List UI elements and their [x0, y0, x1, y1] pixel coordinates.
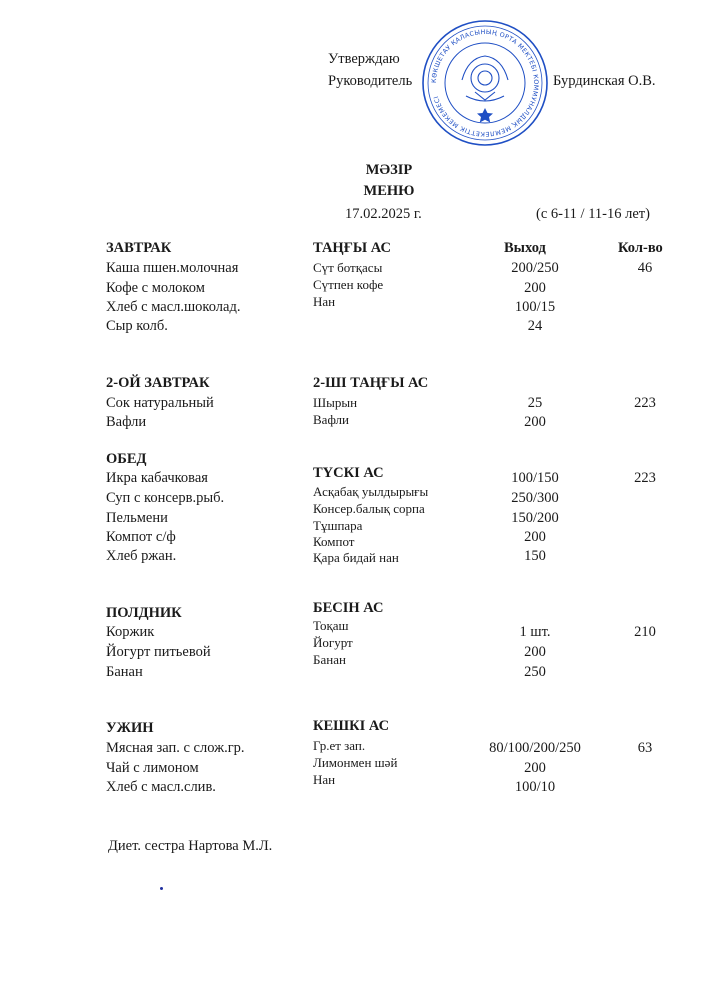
- dish-output: 250/300: [511, 490, 559, 506]
- dish-ru: Банан: [106, 664, 143, 680]
- ink-dot: [160, 887, 163, 890]
- dish-kz: Вафли: [313, 412, 349, 427]
- dish-output: 200: [524, 760, 546, 776]
- menu-date: 17.02.2025 г.: [345, 206, 422, 222]
- dish-kz: Йогурт: [313, 635, 353, 650]
- dish-output: 100/15: [514, 299, 556, 315]
- dish-kz: Лимонмен шәй: [313, 755, 398, 770]
- dish-kz: Тоқаш: [313, 618, 349, 633]
- dish-ru: Йогурт питьевой: [106, 644, 211, 660]
- dish-ru: Коржик: [106, 624, 155, 640]
- column-header-output: Выход: [504, 240, 546, 256]
- dish-ru: Икра кабачковая: [106, 470, 208, 486]
- meal-title-kz: ТАҢҒЫ АС: [313, 240, 392, 256]
- meal-title-ru: ЗАВТРАК: [106, 240, 172, 256]
- meal-title-ru: ОБЕД: [106, 451, 147, 467]
- dish-ru: Хлеб ржан.: [106, 548, 177, 564]
- meal-qty: 223: [634, 470, 656, 486]
- dish-output: 100/10: [514, 779, 556, 795]
- approval-line-approve: Утверждаю: [328, 51, 400, 67]
- dish-output: 25: [527, 395, 543, 411]
- meal-title-ru: ПОЛДНИК: [106, 605, 182, 621]
- meal-qty: 223: [634, 395, 656, 411]
- dish-output: 80/100/200/250: [489, 740, 581, 756]
- dish-output: 250: [524, 664, 546, 680]
- meal-title-kz: ТҮСКІ АС: [313, 465, 384, 481]
- dish-ru: Чай с лимоном: [106, 760, 199, 776]
- dish-kz: Шырын: [313, 395, 358, 410]
- dish-ru: Хлеб с масл.слив.: [106, 779, 216, 795]
- dish-output: 200: [524, 414, 546, 430]
- svg-text:КӨКШЕТАУ ҚАЛАСЫНЫҢ ОРТА МЕКТЕБ: КӨКШЕТАУ ҚАЛАСЫНЫҢ ОРТА МЕКТЕБІ КОММУНАЛДЫҚ МЕМЛЕКЕТТІК МЕКЕМЕСІ: [430, 28, 540, 138]
- dish-kz: Консер.балық сорпа: [313, 501, 425, 516]
- dish-kz: Сүт ботқасы: [313, 260, 383, 275]
- approval-line-position: Руководитель: [328, 73, 413, 89]
- dish-ru: Хлеб с масл.шоколад.: [106, 299, 241, 315]
- dish-output: 150: [524, 548, 546, 564]
- column-header-qty: Кол-во: [618, 240, 663, 256]
- menu-title-kz: МӘЗІР: [365, 162, 413, 178]
- meal-title-kz: КЕШКІ АС: [313, 718, 390, 734]
- meal-qty: 210: [634, 624, 656, 640]
- dish-kz: Банан: [313, 652, 346, 667]
- dish-output: 100/150: [511, 470, 559, 486]
- dish-output: 1 шт.: [519, 624, 551, 640]
- dish-output: 24: [527, 318, 543, 334]
- dietitian-signature: Диет. сестра Нартова М.Л.: [108, 838, 273, 854]
- dish-output: 200: [524, 280, 546, 296]
- dish-ru: Пельмени: [106, 510, 168, 526]
- dish-ru: Вафли: [106, 414, 147, 430]
- menu-title-ru: МЕНЮ: [363, 183, 415, 199]
- dish-kz: Нан: [313, 294, 336, 309]
- dish-ru: Суп с консерв.рыб.: [106, 490, 225, 506]
- meal-qty: 46: [637, 260, 653, 276]
- meal-title-ru: 2-ОЙ ЗАВТРАК: [106, 375, 210, 391]
- dish-kz: Гр.ет зап.: [313, 738, 366, 753]
- dish-kz: Тұшпара: [313, 518, 363, 533]
- meal-qty: 63: [637, 740, 653, 756]
- meal-title-kz: БЕСІН АС: [313, 600, 384, 616]
- dish-ru: Кофе с молоком: [106, 280, 205, 296]
- dish-output: 200/250: [511, 260, 559, 276]
- dish-output: 200: [524, 644, 546, 660]
- meal-title-kz: 2-ШІ ТАҢҒЫ АС: [313, 375, 429, 391]
- dish-kz: Компот: [313, 534, 355, 549]
- dish-kz: Нан: [313, 772, 336, 787]
- dish-ru: Мясная зап. с слож.гр.: [106, 740, 245, 756]
- approval-signatory-name: Бурдинская О.В.: [553, 73, 656, 89]
- dish-kz: Асқабақ уылдырығы: [313, 484, 429, 499]
- official-seal-stamp: [420, 18, 550, 148]
- dish-kz: Қара бидай нан: [313, 550, 399, 565]
- dish-ru: Компот с/ф: [106, 529, 176, 545]
- dish-ru: Каша пшен.молочная: [106, 260, 239, 276]
- dish-output: 200: [524, 529, 546, 545]
- meal-title-ru: УЖИН: [106, 720, 154, 736]
- dish-output: 150/200: [511, 510, 559, 526]
- dish-ru: Сок натуральный: [106, 395, 214, 411]
- dish-kz: Сүтпен кофе: [313, 277, 384, 292]
- age-range: (с 6-11 / 11-16 лет): [536, 206, 650, 222]
- dish-ru: Сыр колб.: [106, 318, 168, 334]
